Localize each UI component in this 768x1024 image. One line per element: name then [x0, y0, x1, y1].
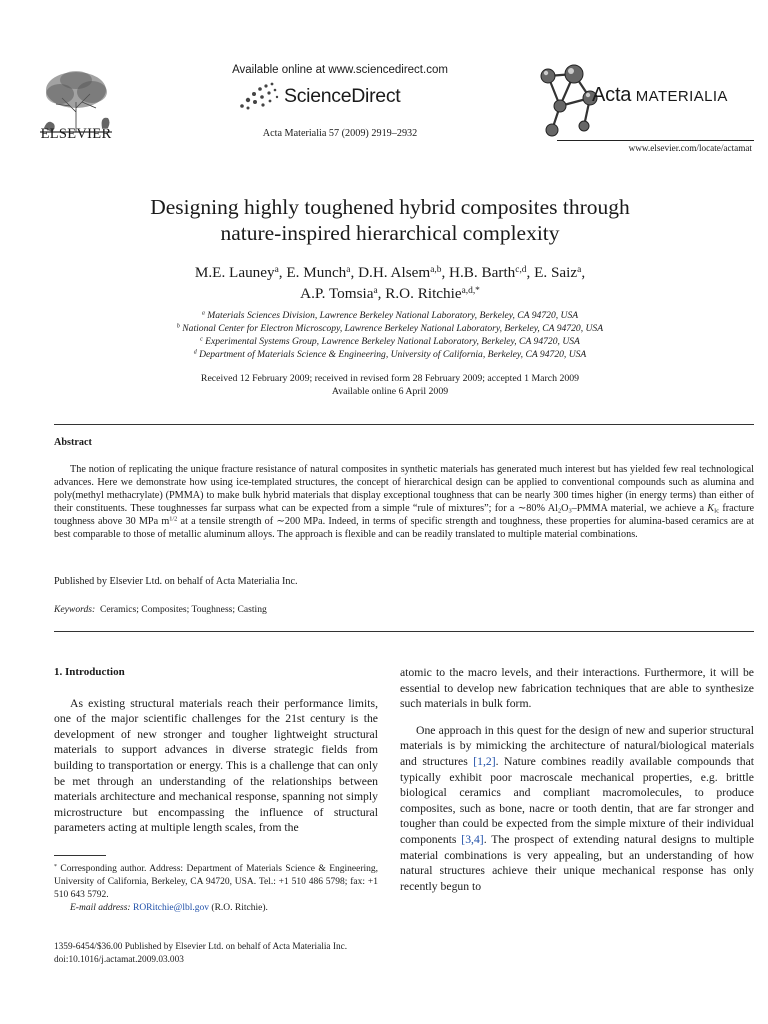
available-date: Available online 6 April 2009 — [331, 386, 449, 397]
elsevier-wordmark: ELSEVIER — [40, 126, 112, 142]
author[interactable]: A.P. Tomsia$^a$ — [300, 285, 378, 302]
affiliation: $^d$ Department of Materials Science & Engineering, University of California, Berkeley, CA 94720, USA — [193, 349, 587, 360]
body-paragraph: As existing structural materials reach their performance limits, one of the major scientific challenges for the 21st century is the development of new stronger and tougher lightweight structural materials to support advances in diverse strategic fields from building to transportation or energy. This is a challenge that can only be met through an understanding of the relationships between materials architecture and mechanical response, spanning not simply microstructure but encompassing the influence of structural parameters acting at multiple length scales, from the — [54, 696, 378, 835]
author[interactable]: M.E. Launey$^a$ — [194, 264, 279, 281]
affiliation: $^b$ National Center for Electron Microscopy, Lawrence Berkeley National Laboratory, Berkeley, CA 94720, USA — [176, 323, 604, 334]
available-online-text: Available online at www.sciencedirect.com — [232, 64, 448, 76]
sciencedirect-wordmark: ScienceDirect — [284, 85, 401, 107]
author[interactable]: E. Munch$^a$ — [286, 264, 351, 281]
publication-info — [54, 941, 347, 967]
author[interactable]: D.H. Alsem$^{a,b}$ — [358, 264, 442, 281]
abstract-top-rule — [54, 424, 754, 425]
affiliation: $^a$ Materials Sciences Division, Lawrence Berkeley National Laboratory, Berkeley, CA 94720, USA — [201, 310, 579, 321]
author-list: M.E. Launey$^a$, E. Munch$^a$, D.H. Alsem$^{a,b}$, H.B. Barth$^{c,d}$, E. Saiz$^a$, A.P. Tomsia$^a$, R.O. Ritchie$^{a,d,*}$ — [194, 264, 586, 302]
received-dates: Received 12 February 2009; received in revised form 28 February 2009; accepted 1 March 2009 — [200, 373, 580, 384]
corresponding-author-footnote: * Corresponding author. Address: Department of Materials Science & Engineering, University of California, Berkeley, CA 94720, USA. Tel.: +1 510 486 5798; fax: +1 510 643 5792. E-mail address: RORitchie@lbl.gov (R.O. Ritchie). — [54, 863, 379, 913]
right-column — [400, 665, 754, 894]
title-line: nature-inspired hierarchical complexity — [220, 221, 560, 245]
affiliation: $^c$ Experimental Systems Group, Lawrence Berkeley National Laboratory, Berkeley, CA 94720, USA — [200, 336, 580, 347]
author[interactable]: E. Saiz$^a$ — [534, 264, 582, 281]
keywords — [54, 604, 267, 615]
paper-title — [60, 194, 720, 246]
abstract-heading: Abstract — [54, 437, 92, 448]
journal-reference: Acta Materialia 57 (2009) 2919–2932 — [262, 128, 418, 139]
left-column — [54, 665, 378, 836]
title-line: Designing highly toughened hybrid composites through — [150, 195, 630, 219]
author[interactable]: H.B. Barth$^{c,d}$ — [449, 264, 527, 281]
issn-line: 1359-6454/$36.00 Published by Elsevier Ltd. on behalf of Acta Materialia Inc. — [54, 942, 348, 952]
materialia-word: MATERIALIA — [635, 88, 728, 105]
sciencedirect-dots-icon — [238, 80, 282, 110]
journal-url[interactable]: www.elsevier.com/locate/actamat — [628, 143, 752, 153]
email-link[interactable]: RORitchie@lbl.gov — [132, 903, 210, 913]
section-heading-introduction: 1. Introduction — [54, 666, 125, 678]
citation-link[interactable]: [3,4] — [461, 832, 484, 846]
citation-link[interactable]: [1,2] — [473, 754, 496, 768]
header-divider — [557, 140, 754, 141]
affiliations — [60, 309, 720, 361]
article-history — [60, 372, 720, 398]
keywords-label: Keywords: — [54, 604, 96, 615]
acta-materialia-wordmark — [592, 84, 728, 107]
body-paragraph: atomic to the macro levels, and their interactions. Furthermore, it will be essential to develop new fabrication techniques that are able to synthesize such materials in bulk form. — [400, 666, 754, 711]
abstract-text: The notion of replicating the unique fracture resistance of natural composites in synthetic materials has generated much interest but has yielded few real technological advances. Here we demonstrate how using ice-templated structures, the concept of hierarchical design can be applied to conventional compounds such as alumina and poly(methyl methacrylate) (PMMA) to make bulk hybrid materials that display exceptional toughness that can be nearly 300 times higher (in energy terms) than either of their constituents. These toughnesses far surpass what can be expected from a simple “rule of mixtures”; for a ∼80% $Al_2O_3$–PMMA material, we achieve a $K_{Ic}$ fracture toughness above 30 MPa $m^{1/2}$ at a tensile strength of ∼200 MPa. Indeed, in terms of specific strength and toughness, these properties for alumina-based ceramics are at best comparable to those of metallic aluminum alloys. The approach is flexible and can be readily translated to multiple material combinations. — [54, 464, 754, 541]
acta-word: Acta — [592, 84, 632, 106]
body-paragraph: One approach in this quest for the design of new and superior structural materials is by mimicking the architecture of natural/biological materials and structures [1,2]. Nature combines readily available compounds that typically exhibit poor macroscale mechanical properties, e.g. brittle biological ceramics and compliant macromolecules, to produce composites, such as bone, nacre or tooth dentin, that are far stronger and tougher than could be expected from the simple mixture of their individual components [3,4]. The prospect of extending natural designs to multiple material combinations is very appealing, but an understanding of how natural structures achieve their unique mechanical response has only recently begun to — [400, 723, 755, 893]
author[interactable]: R.O. Ritchie$^{a,d,*}$ — [385, 285, 480, 302]
keywords-list: Ceramics; Composites; Toughness; Casting — [100, 604, 267, 615]
sciencedirect-logo — [238, 80, 438, 114]
abstract-bottom-rule — [54, 631, 754, 632]
footnote-rule — [54, 855, 106, 856]
doi-line[interactable]: doi:10.1016/j.actamat.2009.03.003 — [54, 955, 184, 965]
abstract-publisher-note: Published by Elsevier Ltd. on behalf of Acta Materialia Inc. — [54, 576, 298, 587]
